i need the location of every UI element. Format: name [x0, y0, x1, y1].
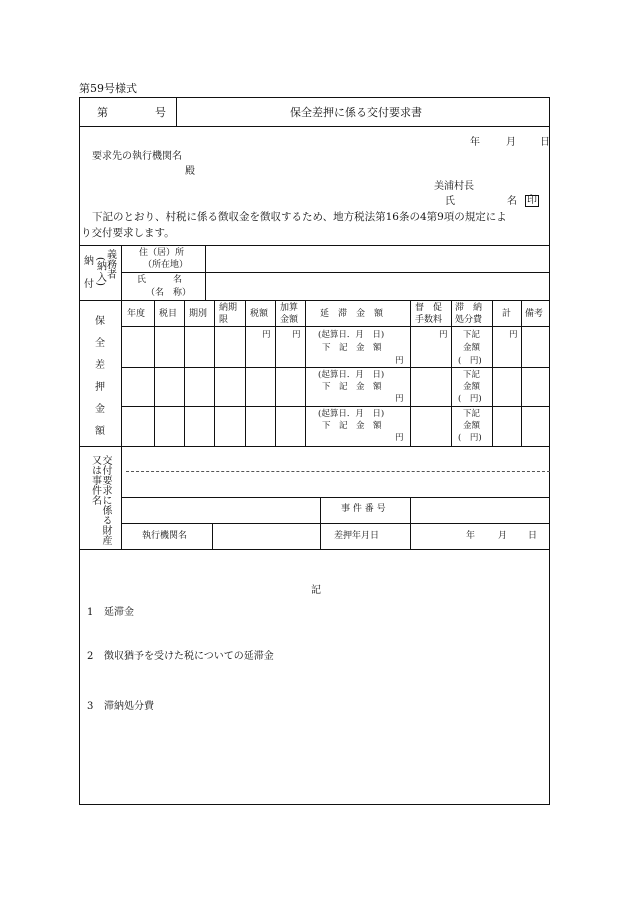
col-kei: 計	[502, 309, 512, 319]
yen-kei: 円	[509, 330, 518, 340]
issuer-name-label-1: 氏	[445, 196, 455, 207]
rule	[121, 367, 550, 368]
seizure-day: 日	[528, 531, 538, 541]
agency-label: 執行機関名	[142, 531, 188, 541]
note-3-number: 3	[87, 701, 94, 712]
issuer-name-label-2: 名	[507, 196, 517, 207]
rule	[121, 272, 550, 273]
col-nouki-2: 限	[219, 315, 229, 325]
rule	[492, 300, 493, 446]
rule	[410, 497, 411, 549]
taxpayer-role-3: 義務者	[104, 249, 116, 279]
entai-line2: 下 記 金 額	[322, 421, 382, 431]
form-number-label: 第59号様式	[79, 82, 137, 95]
note-1-number: 1	[87, 607, 94, 618]
body-text-line1: 下記のとおり、村税に係る徴収金を徴収するため、地方税法第16条の4第9項の規定によ	[92, 211, 507, 223]
entai-line1: (起算日．月 日)	[318, 330, 385, 340]
rule	[79, 245, 550, 246]
rule	[79, 300, 550, 301]
rule	[121, 497, 550, 498]
col-biko: 備考	[525, 309, 544, 319]
property-side-label: 交付要求に係る財産又は事件名	[89, 455, 111, 545]
amount-side-label-5: 額	[95, 426, 105, 437]
rule	[245, 300, 246, 446]
seizure-month: 月	[498, 531, 508, 541]
col-tokusoku-2: 手数料	[415, 315, 443, 325]
tainou-line1: 下記	[463, 370, 481, 380]
request-to-label: 要求先の執行機関名	[92, 151, 182, 162]
rule	[79, 446, 550, 447]
col-nouki-1: 納期	[219, 303, 238, 313]
col-kasan-1: 加算	[280, 303, 299, 313]
body-text-line2: り交付要求します。	[81, 227, 175, 239]
rule	[126, 471, 550, 472]
form-frame	[79, 97, 550, 805]
col-entai: 延 滞 金 額	[320, 309, 384, 319]
date-month: 月	[506, 137, 516, 148]
number-prefix: 第	[97, 106, 108, 119]
name-label: 氏 名	[137, 275, 183, 285]
seizure-date-label: 差押年月日	[334, 531, 380, 541]
rule	[121, 245, 122, 300]
yen-kasan: 円	[292, 330, 301, 340]
header-separator	[176, 97, 177, 127]
tainou-line3: ( 円)	[458, 356, 482, 366]
tainou-line1: 下記	[463, 409, 481, 419]
notes-heading: 記	[311, 585, 321, 596]
rule	[320, 497, 321, 549]
col-zeimoku: 税目	[159, 309, 178, 319]
tainou-line1: 下記	[463, 330, 481, 340]
seal-mark: 印	[527, 195, 537, 206]
entai-yen: 円	[395, 433, 404, 443]
tainou-line3: ( 円)	[458, 394, 482, 404]
rule	[184, 300, 185, 446]
note-2-text: 徴収猶予を受けた税についての延滞金	[104, 651, 274, 662]
taxpayer-role-1: (納	[94, 257, 106, 271]
entai-yen: 円	[395, 394, 404, 404]
rule	[154, 300, 155, 446]
col-kibetsu: 期別	[189, 309, 208, 319]
rule	[121, 523, 550, 524]
note-1-text: 延滞金	[104, 607, 134, 618]
tainou-line2: 金額	[463, 382, 481, 392]
entai-line2: 下 記 金 額	[322, 382, 382, 392]
header-divider	[79, 126, 550, 127]
amount-side-label-2: 差	[95, 360, 105, 371]
address-label: 住（居）所	[139, 248, 185, 258]
col-tainou-2: 処分費	[455, 315, 483, 325]
entai-yen: 円	[395, 356, 404, 366]
rule	[410, 300, 411, 446]
col-tainou-1: 滞 納	[455, 303, 483, 313]
date-day: 日	[540, 137, 550, 148]
issuer-org: 美浦村長	[434, 181, 474, 192]
form-title: 保全差押に係る交付要求書	[290, 106, 422, 119]
tainou-line2: 金額	[463, 421, 481, 431]
rule	[451, 300, 452, 446]
rule	[212, 523, 213, 549]
entai-line2: 下 記 金 額	[322, 343, 382, 353]
amount-side-label-3: 押	[95, 382, 105, 393]
seizure-year: 年	[466, 531, 476, 541]
entai-line1: (起算日．月 日)	[318, 370, 385, 380]
date-year: 年	[470, 137, 480, 148]
tainou-line2: 金額	[463, 343, 481, 353]
rule	[79, 549, 550, 550]
rule	[205, 245, 206, 300]
note-3-text: 滞納処分費	[104, 701, 154, 712]
rule	[521, 300, 522, 446]
note-2-number: 2	[87, 651, 94, 662]
tainou-line3: ( 円)	[458, 433, 482, 443]
rule	[121, 326, 550, 327]
yen-zeigaku: 円	[262, 330, 271, 340]
case-number-label: 事 件 番 号	[341, 504, 386, 514]
taxpayer-side-label-1: 納	[84, 256, 94, 267]
yen-tokusoku: 円	[439, 330, 448, 340]
rule	[305, 300, 306, 446]
taxpayer-side-label-2: 付	[84, 279, 94, 290]
col-nendo: 年度	[127, 309, 146, 319]
rule	[275, 300, 276, 446]
amount-side-label-0: 保	[95, 316, 105, 327]
number-suffix: 号	[155, 106, 166, 119]
rule	[214, 300, 215, 446]
name-sub: （名 称）	[146, 288, 192, 298]
col-kasan-2: 金額	[280, 315, 299, 325]
rule	[121, 406, 550, 407]
col-tokusoku-1: 督 促	[415, 303, 443, 313]
honorific: 殿	[185, 166, 195, 177]
address-sub: （所在地）	[143, 260, 189, 270]
rule	[121, 300, 122, 446]
amount-side-label-4: 金	[95, 404, 105, 415]
taxpayer-role-2: 入)	[94, 272, 106, 286]
entai-line1: (起算日．月 日)	[318, 409, 385, 419]
col-zeigaku: 税額	[250, 309, 269, 319]
amount-side-label-1: 全	[95, 338, 105, 349]
